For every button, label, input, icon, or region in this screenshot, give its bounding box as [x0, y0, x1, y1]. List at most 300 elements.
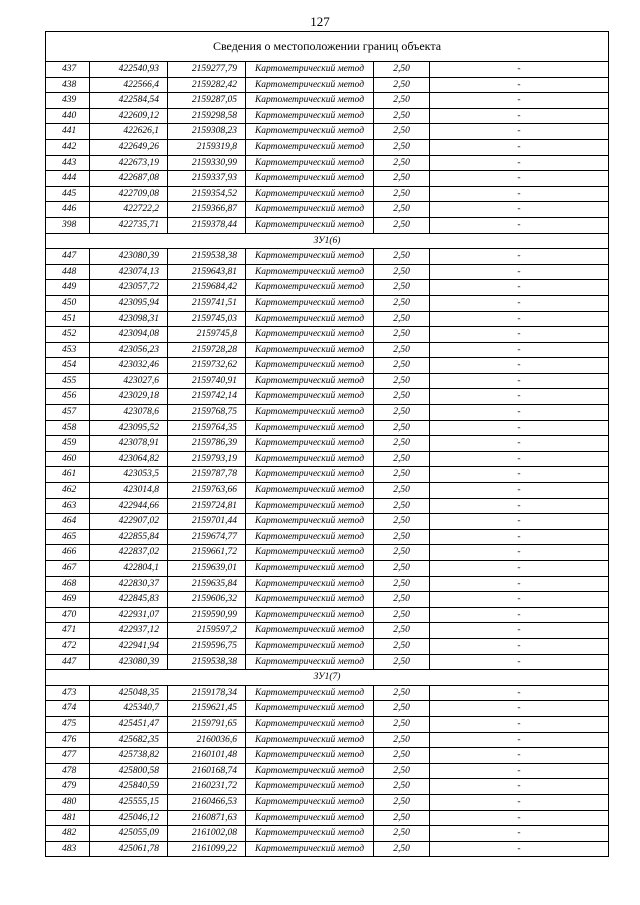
description-cell: -: [430, 794, 609, 810]
coord-x-cell: 422931,07: [90, 607, 168, 623]
accuracy-cell: 2,50: [374, 420, 430, 436]
description-cell: -: [430, 701, 609, 717]
accuracy-cell: 2,50: [374, 545, 430, 561]
coord-x-cell: 423029,18: [90, 389, 168, 405]
table-row: [46, 794, 609, 810]
coord-y-cell: 2159745,03: [168, 311, 246, 327]
point-number-cell: 481: [46, 810, 90, 826]
description-cell: -: [430, 155, 609, 171]
description-cell: -: [430, 748, 609, 764]
accuracy-cell: 2,50: [374, 467, 430, 483]
table-row: [46, 124, 609, 140]
description-cell: -: [430, 77, 609, 93]
coord-y-cell: 2159763,66: [168, 483, 246, 499]
section-row: [46, 233, 609, 249]
point-number-cell: 449: [46, 280, 90, 296]
coord-y-cell: 2159282,42: [168, 77, 246, 93]
description-cell: -: [430, 685, 609, 701]
coord-y-cell: 2159606,32: [168, 592, 246, 608]
description-cell: -: [430, 779, 609, 795]
section-label: ЗУ1(7): [46, 670, 609, 686]
point-number-cell: 448: [46, 264, 90, 280]
accuracy-cell: 2,50: [374, 810, 430, 826]
table-row: [46, 623, 609, 639]
point-number-cell: 452: [46, 327, 90, 343]
coord-y-cell: 2159732,62: [168, 358, 246, 374]
table-row: [46, 638, 609, 654]
accuracy-cell: 2,50: [374, 373, 430, 389]
coord-x-cell: 425061,78: [90, 841, 168, 857]
method-cell: Картометрический метод: [246, 545, 374, 561]
table-row: [46, 420, 609, 436]
description-cell: -: [430, 93, 609, 109]
description-cell: -: [430, 732, 609, 748]
coord-y-cell: 2159787,78: [168, 467, 246, 483]
table-row: [46, 139, 609, 155]
accuracy-cell: 2,50: [374, 607, 430, 623]
table-row: [46, 467, 609, 483]
coord-x-cell: 423095,94: [90, 295, 168, 311]
coord-x-cell: 422722,2: [90, 202, 168, 218]
coord-y-cell: 2159298,58: [168, 108, 246, 124]
coord-x-cell: 425046,12: [90, 810, 168, 826]
point-number-cell: 447: [46, 654, 90, 670]
method-cell: Картометрический метод: [246, 280, 374, 296]
description-cell: -: [430, 420, 609, 436]
coord-x-cell: 422845,83: [90, 592, 168, 608]
accuracy-cell: 2,50: [374, 280, 430, 296]
coord-x-cell: 425682,35: [90, 732, 168, 748]
method-cell: Картометрический метод: [246, 171, 374, 187]
table-row: [46, 405, 609, 421]
coord-x-cell: 423080,39: [90, 654, 168, 670]
accuracy-cell: 2,50: [374, 171, 430, 187]
table-row: [46, 171, 609, 187]
description-cell: -: [430, 186, 609, 202]
coord-y-cell: 2159786,39: [168, 436, 246, 452]
method-cell: Картометрический метод: [246, 373, 374, 389]
coord-x-cell: 422907,02: [90, 514, 168, 530]
accuracy-cell: 2,50: [374, 638, 430, 654]
point-number-cell: 440: [46, 108, 90, 124]
method-cell: Картометрический метод: [246, 327, 374, 343]
point-number-cell: 451: [46, 311, 90, 327]
point-number-cell: 465: [46, 529, 90, 545]
point-number-cell: 443: [46, 155, 90, 171]
table-title-row: [46, 32, 609, 62]
method-cell: Картометрический метод: [246, 202, 374, 218]
accuracy-cell: 2,50: [374, 389, 430, 405]
point-number-cell: 477: [46, 748, 90, 764]
table-row: [46, 186, 609, 202]
point-number-cell: 479: [46, 779, 90, 795]
coord-y-cell: 2159741,51: [168, 295, 246, 311]
method-cell: Картометрический метод: [246, 139, 374, 155]
description-cell: -: [430, 280, 609, 296]
point-number-cell: 458: [46, 420, 90, 436]
point-number-cell: 439: [46, 93, 90, 109]
accuracy-cell: 2,50: [374, 264, 430, 280]
coord-y-cell: 2159768,75: [168, 405, 246, 421]
table-row: [46, 483, 609, 499]
method-cell: Картометрический метод: [246, 124, 374, 140]
description-cell: -: [430, 576, 609, 592]
method-cell: Картометрический метод: [246, 810, 374, 826]
table-row: [46, 498, 609, 514]
accuracy-cell: 2,50: [374, 592, 430, 608]
accuracy-cell: 2,50: [374, 124, 430, 140]
coord-y-cell: 2159701,44: [168, 514, 246, 530]
accuracy-cell: 2,50: [374, 342, 430, 358]
coord-y-cell: 2159724,81: [168, 498, 246, 514]
method-cell: Картометрический метод: [246, 186, 374, 202]
accuracy-cell: 2,50: [374, 779, 430, 795]
accuracy-cell: 2,50: [374, 358, 430, 374]
coord-x-cell: 423078,6: [90, 405, 168, 421]
method-cell: Картометрический метод: [246, 389, 374, 405]
description-cell: -: [430, 295, 609, 311]
coord-x-cell: 425055,09: [90, 826, 168, 842]
method-cell: Картометрический метод: [246, 732, 374, 748]
coord-x-cell: 422937,12: [90, 623, 168, 639]
coord-y-cell: 2159740,91: [168, 373, 246, 389]
description-cell: -: [430, 405, 609, 421]
point-number-cell: 442: [46, 139, 90, 155]
table-row: [46, 576, 609, 592]
coord-x-cell: 422944,66: [90, 498, 168, 514]
point-number-cell: 460: [46, 451, 90, 467]
coord-x-cell: 422609,12: [90, 108, 168, 124]
accuracy-cell: 2,50: [374, 654, 430, 670]
coord-y-cell: 2160466,53: [168, 794, 246, 810]
accuracy-cell: 2,50: [374, 186, 430, 202]
method-cell: Картометрический метод: [246, 77, 374, 93]
accuracy-cell: 2,50: [374, 794, 430, 810]
description-cell: -: [430, 249, 609, 265]
description-cell: -: [430, 264, 609, 280]
accuracy-cell: 2,50: [374, 529, 430, 545]
method-cell: Картометрический метод: [246, 311, 374, 327]
description-cell: -: [430, 139, 609, 155]
table-row: [46, 514, 609, 530]
accuracy-cell: 2,50: [374, 623, 430, 639]
coord-x-cell: 423056,23: [90, 342, 168, 358]
method-cell: Картометрический метод: [246, 155, 374, 171]
table-row: [46, 654, 609, 670]
point-number-cell: 474: [46, 701, 90, 717]
coord-y-cell: 2159674,77: [168, 529, 246, 545]
point-number-cell: 457: [46, 405, 90, 421]
description-cell: -: [430, 436, 609, 452]
description-cell: -: [430, 826, 609, 842]
coord-y-cell: 2159684,42: [168, 280, 246, 296]
coord-x-cell: 425451,47: [90, 716, 168, 732]
point-number-cell: 459: [46, 436, 90, 452]
accuracy-cell: 2,50: [374, 327, 430, 343]
accuracy-cell: 2,50: [374, 685, 430, 701]
method-cell: Картометрический метод: [246, 576, 374, 592]
point-number-cell: 398: [46, 217, 90, 233]
table-row: [46, 202, 609, 218]
description-cell: -: [430, 108, 609, 124]
point-number-cell: 466: [46, 545, 90, 561]
accuracy-cell: 2,50: [374, 732, 430, 748]
table-row: [46, 826, 609, 842]
coord-x-cell: 423074,13: [90, 264, 168, 280]
coord-y-cell: 2159635,84: [168, 576, 246, 592]
description-cell: -: [430, 498, 609, 514]
coord-y-cell: 2159621,45: [168, 701, 246, 717]
method-cell: Картометрический метод: [246, 420, 374, 436]
point-number-cell: 446: [46, 202, 90, 218]
accuracy-cell: 2,50: [374, 155, 430, 171]
description-cell: -: [430, 607, 609, 623]
method-cell: Картометрический метод: [246, 62, 374, 78]
method-cell: Картометрический метод: [246, 716, 374, 732]
accuracy-cell: 2,50: [374, 514, 430, 530]
description-cell: -: [430, 810, 609, 826]
description-cell: -: [430, 358, 609, 374]
coord-y-cell: 2159287,05: [168, 93, 246, 109]
method-cell: Картометрический метод: [246, 483, 374, 499]
coord-x-cell: 422941,94: [90, 638, 168, 654]
accuracy-cell: 2,50: [374, 483, 430, 499]
table-row: [46, 108, 609, 124]
point-number-cell: 472: [46, 638, 90, 654]
table-row: [46, 342, 609, 358]
coord-y-cell: 2159596,75: [168, 638, 246, 654]
method-cell: Картометрический метод: [246, 498, 374, 514]
coord-x-cell: 422673,19: [90, 155, 168, 171]
coord-x-cell: 425738,82: [90, 748, 168, 764]
point-number-cell: 444: [46, 171, 90, 187]
point-number-cell: 476: [46, 732, 90, 748]
method-cell: Картометрический метод: [246, 264, 374, 280]
description-cell: -: [430, 545, 609, 561]
description-cell: -: [430, 529, 609, 545]
description-cell: -: [430, 623, 609, 639]
table-row: [46, 295, 609, 311]
table-row: [46, 264, 609, 280]
method-cell: Картометрический метод: [246, 217, 374, 233]
coord-y-cell: 2159354,52: [168, 186, 246, 202]
coord-y-cell: 2159337,93: [168, 171, 246, 187]
section-row: [46, 670, 609, 686]
method-cell: Картометрический метод: [246, 295, 374, 311]
table-row: [46, 748, 609, 764]
method-cell: Картометрический метод: [246, 592, 374, 608]
coord-x-cell: 423014,8: [90, 483, 168, 499]
point-number-cell: 461: [46, 467, 90, 483]
description-cell: -: [430, 311, 609, 327]
method-cell: Картометрический метод: [246, 607, 374, 623]
coord-x-cell: 423057,72: [90, 280, 168, 296]
coord-y-cell: 2159378,44: [168, 217, 246, 233]
accuracy-cell: 2,50: [374, 436, 430, 452]
table-row: [46, 280, 609, 296]
table-row: [46, 841, 609, 857]
method-cell: Картометрический метод: [246, 529, 374, 545]
accuracy-cell: 2,50: [374, 108, 430, 124]
table-row: [46, 685, 609, 701]
coord-x-cell: 423064,82: [90, 451, 168, 467]
point-number-cell: 475: [46, 716, 90, 732]
coord-x-cell: 425555,15: [90, 794, 168, 810]
point-number-cell: 483: [46, 841, 90, 857]
table-row: [46, 358, 609, 374]
coord-x-cell: 423032,46: [90, 358, 168, 374]
coord-x-cell: 422649,26: [90, 139, 168, 155]
table-row: [46, 716, 609, 732]
description-cell: -: [430, 327, 609, 343]
table-row: [46, 701, 609, 717]
accuracy-cell: 2,50: [374, 701, 430, 717]
method-cell: Картометрический метод: [246, 93, 374, 109]
coord-y-cell: 2159308,23: [168, 124, 246, 140]
description-cell: -: [430, 202, 609, 218]
table-row: [46, 592, 609, 608]
description-cell: -: [430, 716, 609, 732]
method-cell: Картометрический метод: [246, 623, 374, 639]
description-cell: -: [430, 638, 609, 654]
coord-y-cell: 2159590,99: [168, 607, 246, 623]
point-number-cell: 438: [46, 77, 90, 93]
accuracy-cell: 2,50: [374, 561, 430, 577]
coord-x-cell: 422566,4: [90, 77, 168, 93]
table-row: [46, 810, 609, 826]
coord-x-cell: 422687,08: [90, 171, 168, 187]
coord-y-cell: 2159538,38: [168, 654, 246, 670]
point-number-cell: 467: [46, 561, 90, 577]
description-cell: -: [430, 592, 609, 608]
coord-x-cell: 422855,84: [90, 529, 168, 545]
coord-x-cell: 423094,08: [90, 327, 168, 343]
method-cell: Картометрический метод: [246, 685, 374, 701]
coord-x-cell: 423098,31: [90, 311, 168, 327]
point-number-cell: 456: [46, 389, 90, 405]
table-row: [46, 155, 609, 171]
coord-y-cell: 2159728,28: [168, 342, 246, 358]
point-number-cell: 482: [46, 826, 90, 842]
method-cell: Картометрический метод: [246, 794, 374, 810]
coord-y-cell: 2159791,65: [168, 716, 246, 732]
accuracy-cell: 2,50: [374, 451, 430, 467]
coord-x-cell: 423080,39: [90, 249, 168, 265]
accuracy-cell: 2,50: [374, 62, 430, 78]
point-number-cell: 468: [46, 576, 90, 592]
method-cell: Картометрический метод: [246, 763, 374, 779]
description-cell: -: [430, 561, 609, 577]
method-cell: Картометрический метод: [246, 638, 374, 654]
accuracy-cell: 2,50: [374, 217, 430, 233]
coord-y-cell: 2160036,6: [168, 732, 246, 748]
coord-y-cell: 2159643,81: [168, 264, 246, 280]
coord-x-cell: 422584,54: [90, 93, 168, 109]
accuracy-cell: 2,50: [374, 202, 430, 218]
method-cell: Картометрический метод: [246, 654, 374, 670]
table-row: [46, 529, 609, 545]
coord-x-cell: 425048,35: [90, 685, 168, 701]
table-row: [46, 77, 609, 93]
coord-y-cell: 2159764,35: [168, 420, 246, 436]
table-row: [46, 93, 609, 109]
coord-x-cell: 423095,52: [90, 420, 168, 436]
table-row: [46, 373, 609, 389]
coord-y-cell: 2159319,8: [168, 139, 246, 155]
description-cell: -: [430, 373, 609, 389]
coord-y-cell: 2160101,48: [168, 748, 246, 764]
accuracy-cell: 2,50: [374, 841, 430, 857]
coord-y-cell: 2160871,63: [168, 810, 246, 826]
table-body: [46, 62, 609, 857]
coord-x-cell: 423027,6: [90, 373, 168, 389]
table-row: [46, 561, 609, 577]
coord-x-cell: 422837,02: [90, 545, 168, 561]
coord-y-cell: 2159793,19: [168, 451, 246, 467]
accuracy-cell: 2,50: [374, 295, 430, 311]
coord-y-cell: 2159597,2: [168, 623, 246, 639]
coord-y-cell: 2159745,8: [168, 327, 246, 343]
accuracy-cell: 2,50: [374, 716, 430, 732]
point-number-cell: 470: [46, 607, 90, 623]
table-row: [46, 436, 609, 452]
coord-x-cell: 425340,7: [90, 701, 168, 717]
method-cell: Картометрический метод: [246, 358, 374, 374]
coord-y-cell: 2159366,87: [168, 202, 246, 218]
coord-x-cell: 422626,1: [90, 124, 168, 140]
method-cell: Картометрический метод: [246, 701, 374, 717]
accuracy-cell: 2,50: [374, 249, 430, 265]
description-cell: -: [430, 483, 609, 499]
coord-y-cell: 2159330,99: [168, 155, 246, 171]
description-cell: -: [430, 124, 609, 140]
table-row: [46, 217, 609, 233]
description-cell: -: [430, 514, 609, 530]
method-cell: Картометрический метод: [246, 826, 374, 842]
point-number-cell: 450: [46, 295, 90, 311]
accuracy-cell: 2,50: [374, 311, 430, 327]
table-row: [46, 327, 609, 343]
point-number-cell: 455: [46, 373, 90, 389]
method-cell: Картометрический метод: [246, 467, 374, 483]
point-number-cell: 447: [46, 249, 90, 265]
method-cell: Картометрический метод: [246, 779, 374, 795]
boundary-table: [45, 31, 609, 857]
description-cell: -: [430, 467, 609, 483]
coord-y-cell: 2159538,38: [168, 249, 246, 265]
table-row: [46, 732, 609, 748]
coord-y-cell: 2159277,79: [168, 62, 246, 78]
point-number-cell: 464: [46, 514, 90, 530]
accuracy-cell: 2,50: [374, 826, 430, 842]
method-cell: Картометрический метод: [246, 249, 374, 265]
page-number: 127: [310, 14, 330, 29]
description-cell: -: [430, 763, 609, 779]
table-row: [46, 545, 609, 561]
method-cell: Картометрический метод: [246, 748, 374, 764]
accuracy-cell: 2,50: [374, 139, 430, 155]
coord-y-cell: 2159661,72: [168, 545, 246, 561]
table-row: [46, 311, 609, 327]
description-cell: -: [430, 217, 609, 233]
point-number-cell: 441: [46, 124, 90, 140]
point-number-cell: 480: [46, 794, 90, 810]
coord-x-cell: 422804,1: [90, 561, 168, 577]
accuracy-cell: 2,50: [374, 576, 430, 592]
coord-x-cell: 422735,71: [90, 217, 168, 233]
method-cell: Картометрический метод: [246, 108, 374, 124]
coord-x-cell: 423078,91: [90, 436, 168, 452]
